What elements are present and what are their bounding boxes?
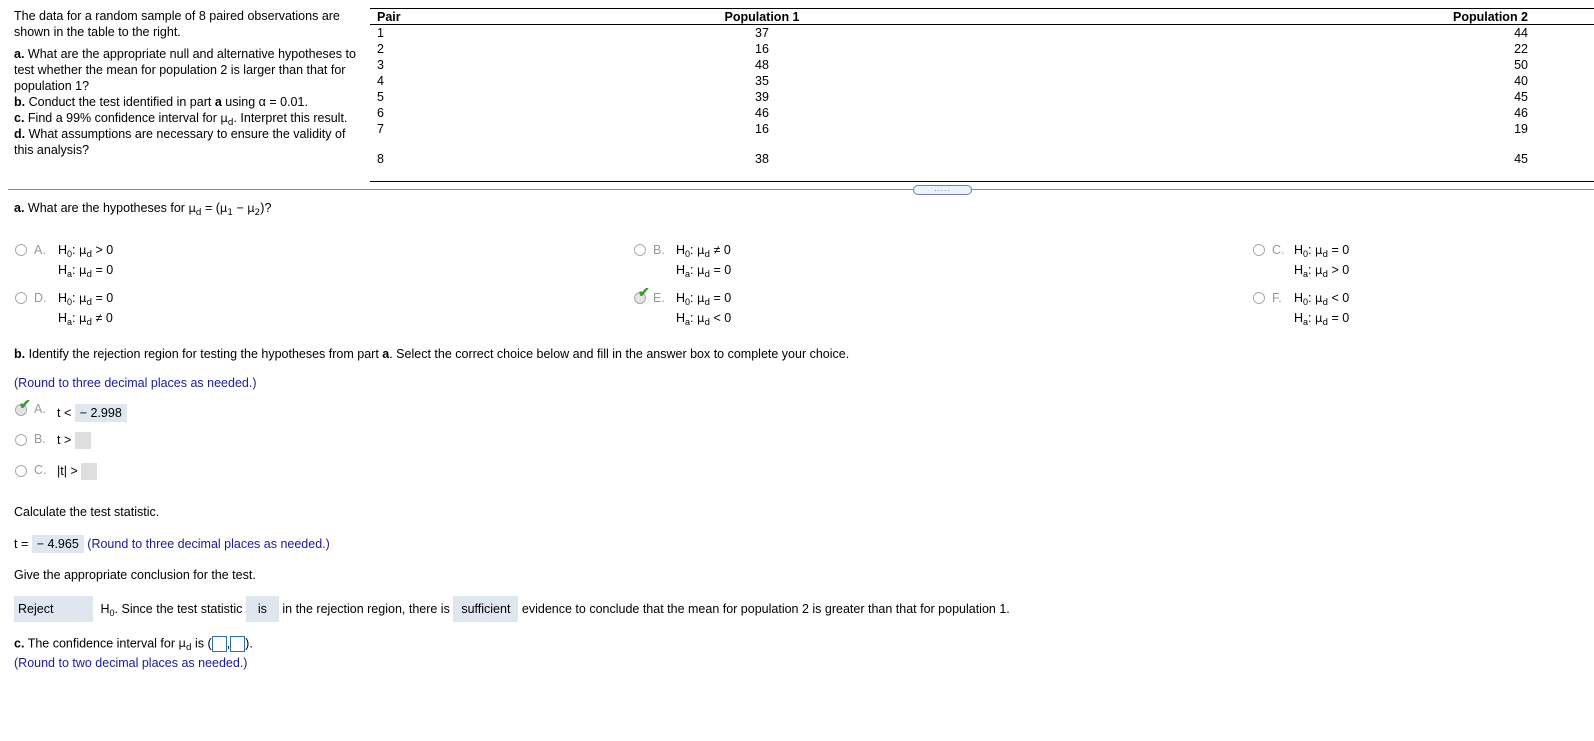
section-divider <box>8 189 1594 190</box>
population-2-cell: 45 <box>972 137 1594 182</box>
pair-cell: 5 <box>377 90 384 104</box>
data-table <box>370 8 1594 182</box>
conclusion-dropdown-is[interactable]: is <box>246 596 279 622</box>
problem-statement <box>14 8 359 158</box>
test-statistic-row: t = − 4.965 (Round to three decimal places as needed.) <box>14 537 330 551</box>
checkmark-icon: ✔ <box>638 284 650 300</box>
conclusion-row: Reject $H_0$. Since the test statistic is in the rejection region, there is sufficient evidence to conclude that the mean for population 2 is greater than that for population 1. <box>14 596 1010 622</box>
pair-cell: 7 <box>377 122 384 136</box>
table-row <box>370 57 1594 73</box>
test-statistic-box[interactable]: − 4.965 <box>32 535 84 553</box>
round-note-b: (Round to three decimal places as needed.) <box>14 376 257 390</box>
pair-cell: 4 <box>377 74 384 88</box>
pair-cell: 1 <box>377 26 384 40</box>
table-row <box>370 73 1594 89</box>
table-row <box>370 121 1594 137</box>
rejection-c-input[interactable] <box>81 463 97 480</box>
population-1-cell: 16 <box>755 122 769 136</box>
radio-c[interactable] <box>1253 244 1265 256</box>
population-1-cell: 35 <box>755 74 769 88</box>
part-b-instruction: b. Identify the rejection region for testing the hypotheses from part a. Select the correct choice below and fill in the answer box to complete your choice. <box>14 347 850 361</box>
ci-upper-input[interactable] <box>230 636 245 652</box>
problem-part-a: a. What are the appropriate null and alternative hypotheses to test whether the mean for population 2 is larger than that for population 1? <box>14 47 356 93</box>
population-2-cell: 19 <box>1514 122 1528 136</box>
population-2-cell: 44 <box>1514 26 1528 40</box>
population-1-cell: 46 <box>755 106 769 120</box>
part-c-question: c. The confidence interval for $\mu_d$ is ( , ). <box>14 636 253 654</box>
table-row <box>370 105 1594 121</box>
part-a-question: a. What are the hypotheses for $\mu_d = (\mu_1 - \mu_2)$? <box>14 201 272 218</box>
conclusion-dropdown-reject[interactable]: Reject <box>14 596 93 622</box>
population-1-cell: 37 <box>755 26 769 40</box>
conclusion-prompt: Give the appropriate conclusion for the test. <box>14 568 256 582</box>
problem-part-b: b. Conduct the test identified in part a using α = 0.01. <box>14 95 308 109</box>
pair-cell: 3 <box>377 58 384 72</box>
population-2-cell: 45 <box>1514 90 1528 104</box>
header-population-1: Population 1 <box>552 9 972 25</box>
table-row <box>370 137 1594 182</box>
header-pair: Pair <box>370 9 552 25</box>
rejection-value-box[interactable]: − 2.998 <box>75 404 127 422</box>
population-1-cell: 39 <box>755 90 769 104</box>
radio-rejection-c[interactable] <box>15 465 27 477</box>
rejection-b-input[interactable] <box>75 432 91 449</box>
table-row <box>370 41 1594 57</box>
population-2-cell: 22 <box>1514 42 1528 56</box>
population-2-cell: 50 <box>1514 58 1528 72</box>
problem-part-c: c. Find a 99% confidence interval for $\mu_d$. Interpret this result. <box>14 111 348 128</box>
radio-b[interactable] <box>634 244 646 256</box>
stat-prompt: Calculate the test statistic. <box>14 505 160 519</box>
pair-cell: 2 <box>377 42 384 56</box>
population-1-cell: 38 <box>552 137 972 182</box>
population-2-cell: 40 <box>1514 74 1528 88</box>
population-1-cell: 16 <box>755 42 769 56</box>
pair-cell: 8 <box>370 137 552 182</box>
table-header-row <box>370 9 1594 25</box>
round-note-c: (Round to two decimal places as needed.) <box>14 656 248 670</box>
table-row <box>370 25 1594 42</box>
checkmark-icon: ✔ <box>19 396 31 412</box>
population-2-cell: 46 <box>1514 106 1528 120</box>
divider-drag-handle[interactable]: ..... <box>913 185 972 195</box>
pair-cell: 6 <box>377 106 384 120</box>
table-row <box>370 89 1594 105</box>
header-population-2: Population 2 <box>972 9 1594 25</box>
radio-f[interactable] <box>1253 292 1265 304</box>
radio-rejection-b[interactable] <box>15 434 27 446</box>
problem-part-d: d. What assumptions are necessary to ensure the validity of this analysis? <box>14 127 346 157</box>
conclusion-dropdown-evidence[interactable]: sufficient <box>453 596 518 622</box>
population-1-cell: 48 <box>755 58 769 72</box>
problem-intro: The data for a random sample of 8 paired observations are shown in the table to the right. <box>14 9 340 39</box>
ci-lower-input[interactable] <box>212 636 227 652</box>
radio-d[interactable] <box>15 292 27 304</box>
radio-a[interactable] <box>15 244 27 256</box>
